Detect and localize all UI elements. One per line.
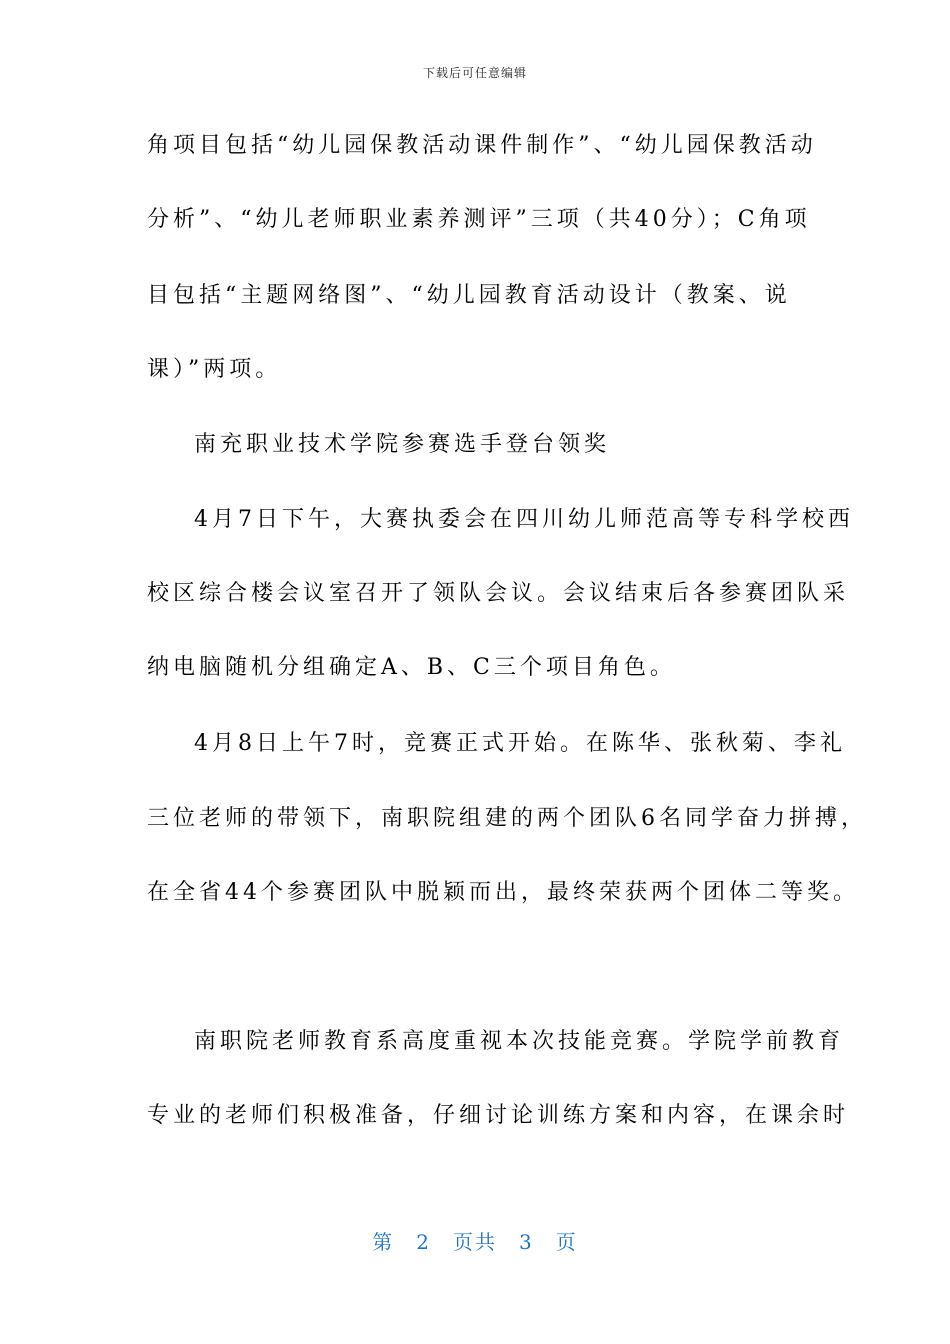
text-line: 4月8日上午7时，竞赛正式开始。在陈华、张秋菊、李礼 bbox=[194, 731, 846, 756]
total-pages-number: 3 bbox=[519, 1230, 534, 1254]
text-line: 南职院老师教育系高度重视本次技能竞赛。学院学前教育 bbox=[194, 1029, 845, 1054]
text-line: 4月7日下午，大赛执委会在四川幼儿师范高等专科学校西 bbox=[194, 507, 854, 532]
footer-prefix: 第 bbox=[372, 1230, 395, 1254]
text-line: 专业的老师们积极准备，仔细讨论训练方案和内容，在课余时 bbox=[147, 1103, 850, 1128]
page-footer bbox=[0, 1226, 950, 1255]
text-line: 三位老师的带领下，南职院组建的两个团队6名同学奋力拼搏， bbox=[147, 806, 867, 831]
text-line: 目包括“主题网络图”、“幼儿园教育活动设计（教案、说 bbox=[147, 283, 791, 308]
header-note: 下载后可任意编辑 bbox=[422, 66, 527, 80]
text-line: 纳电脑随机分组确定A、B、C三个项目角色。 bbox=[147, 655, 676, 680]
footer-suffix: 页 bbox=[555, 1230, 578, 1254]
footer-middle: 页共 bbox=[453, 1230, 497, 1254]
text-line: 校区综合楼会议室召开了领队会议。会议结束后各参赛团队采 bbox=[147, 581, 850, 606]
text-line: 南充职业技术学院参赛选手登台领奖 bbox=[194, 432, 611, 457]
text-line: 角项目包括“幼儿园保教活动课件制作”、“幼儿园保教活动 bbox=[147, 133, 817, 158]
current-page-number: 2 bbox=[416, 1230, 431, 1254]
text-line: 分析”、“幼儿老师职业素养测评”三项（共40分）；C角项 bbox=[147, 207, 811, 232]
text-line: 在全省44个参赛团队中脱颖而出，最终荣获两个团体二等奖。 bbox=[147, 880, 859, 905]
text-line: 课）”两项。 bbox=[147, 357, 282, 382]
